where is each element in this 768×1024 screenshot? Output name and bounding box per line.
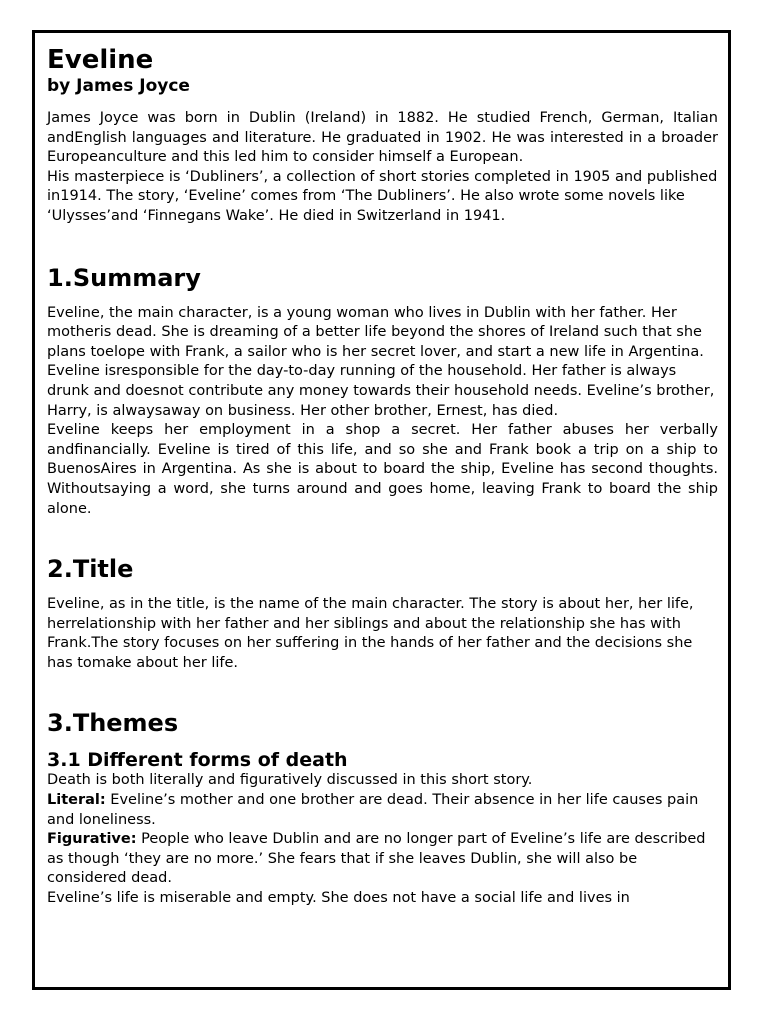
themes-subheading: 3.1 Different forms of death [47, 749, 348, 772]
figurative-label: Figurative: [47, 831, 137, 848]
title-section-heading: 2.Title [47, 555, 134, 584]
figurative-paragraph [47, 830, 718, 889]
page-frame [32, 30, 731, 990]
document-body [47, 45, 718, 909]
themes-intro: Death is both literally and figuratively discussed in this short story. [47, 772, 533, 789]
literal-text: Eveline’s mother and one brother are dead. Their absence in her life causes pain and loneliness. [47, 792, 699, 828]
summary-paragraph: Eveline keeps her employment in a shop a secret. Her father abuses her verbally andfinancially. Eveline is tired of this life, and so she and Frank book a trip on a ship to BuenosAires in Argentina. As she is about to board the ship, Eveline has second thoughts. Withoutsaying a word, she turns around and goes home, leaving Frank to board the ship alone. [47, 422, 718, 517]
figurative-text: People who leave Dublin and are no longer part of Eveline’s life are described as though ‘they are no more.’ She fears that if she leaves Dublin, she will also be considered dead. [47, 831, 706, 887]
intro-paragraph: His masterpiece is ‘Dubliners’, a collection of short stories completed in 1905 and published in1914. The story, ‘Eveline’ comes from ‘The Dubliners’. He also wrote some novels like ‘Ulysses’and ‘Finnegans Wake’. He died in Switzerland in 1941. [47, 168, 718, 224]
title-section-paragraph: Eveline, as in the title, is the name of the main character. The story is about her, her life, herrelationship with her father and her siblings and about the relationship she has with Frank.The story focuses on her suffering in the hands of her father and the decisions she has tomake about her life. [47, 596, 694, 671]
themes-heading: 3.Themes [47, 709, 179, 738]
summary-paragraph: Eveline, the main character, is a young woman who lives in Dublin with her father. Her motheris dead. She is dreaming of a better life beyond the shores of Ireland such that she plans toelope with Frank, a sailor who is her secret lover, and start a new life in Argentina. Eveline isresponsible for the day-to-day running of the household. Her father is always drunk and doesnot contribute any money towards their household needs. Eveline’s brother, Harry, is alwaysaway on business. Her other brother, Ernest, has died. [47, 304, 715, 419]
literal-paragraph [47, 791, 718, 830]
intro-paragraph: James Joyce was born in Dublin (Ireland) in 1882. He studied French, German, Italian andEnglish languages and literature. He graduated in 1902. He was interested in a broader Europeanculture and this led him to consider himself a European. [47, 110, 718, 166]
document-author: by James Joyce [47, 76, 190, 96]
document-title: Eveline [47, 45, 154, 75]
summary-heading: 1.Summary [47, 263, 201, 292]
themes-closing: Eveline’s life is miserable and empty. She does not have a social life and lives in [47, 890, 630, 907]
literal-label: Literal: [47, 792, 106, 809]
